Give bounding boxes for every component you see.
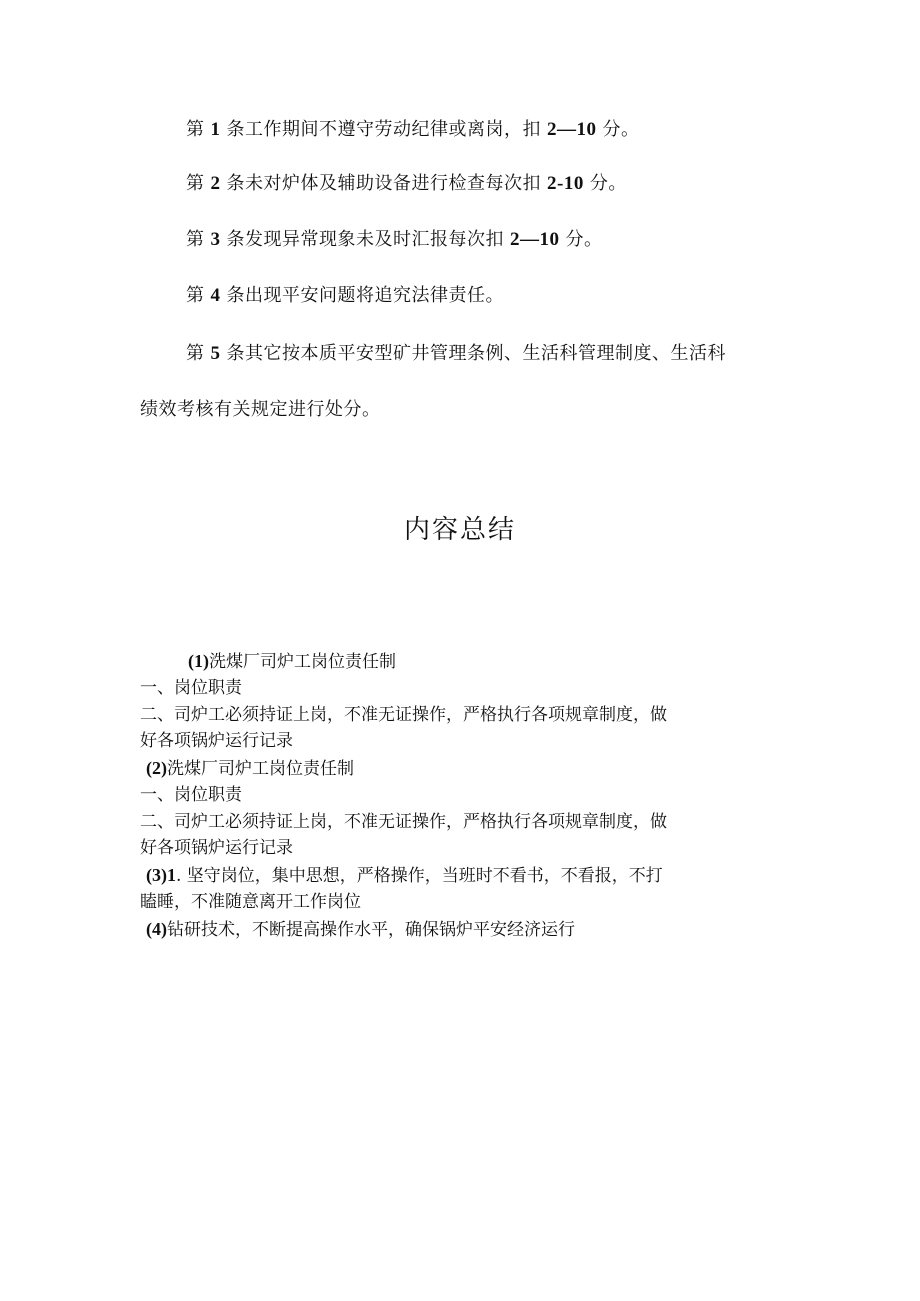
article-points: 2—10 bbox=[510, 229, 560, 250]
article-5-continuation: 绩效考核有关规定进行处分。 bbox=[140, 399, 381, 420]
article-text: 条其它按本质平安型矿井管理条例、生活科管理制度、生活科 bbox=[226, 343, 726, 364]
article-prefix: 第 bbox=[186, 119, 205, 140]
summary-line: 瞌睡，不准随意离开工作岗位 bbox=[140, 892, 361, 912]
article-text-end: 分。 bbox=[602, 119, 640, 140]
article-prefix: 第 bbox=[186, 173, 205, 194]
summary-line: 二、司炉工必须持证上岗，不准无证操作，严格执行各项规章制度，做 bbox=[140, 812, 667, 832]
summary-line: 一、岗位职责 bbox=[140, 678, 242, 698]
summary-item-4 bbox=[146, 918, 575, 941]
summary-item-3 bbox=[146, 864, 663, 887]
article-text: 条发现异常现象未及时汇报每次扣 bbox=[226, 229, 504, 250]
summary-item-number: (2) bbox=[146, 758, 167, 778]
summary-line: 二、司炉工必须持证上岗，不准无证操作，严格执行各项规章制度，做 bbox=[140, 705, 667, 725]
article-number: 3 bbox=[210, 229, 221, 250]
summary-line: 好各项锅炉运行记录 bbox=[140, 731, 293, 751]
summary-item-number: (4) bbox=[146, 919, 167, 939]
summary-line: 一、岗位职责 bbox=[140, 785, 242, 805]
article-number: 5 bbox=[210, 343, 221, 364]
article-points: 2—10 bbox=[547, 119, 597, 140]
summary-item-2-title bbox=[146, 757, 354, 780]
article-1 bbox=[186, 118, 640, 142]
article-text: 条未对炉体及辅助设备进行检查每次扣 bbox=[226, 173, 541, 194]
summary-item-text: . 坚守岗位，集中思想，严格操作，当班时不看书，不看报，不打 bbox=[176, 866, 663, 886]
article-4 bbox=[186, 284, 504, 308]
summary-item-number: (1) bbox=[188, 651, 209, 671]
summary-heading: 内容总结 bbox=[403, 515, 516, 545]
article-number: 4 bbox=[210, 285, 221, 306]
article-text: 条出现平安问题将追究法律责任。 bbox=[226, 285, 504, 306]
summary-item-1-title bbox=[188, 650, 396, 673]
article-points: 2-10 bbox=[547, 173, 584, 194]
summary-item-title: 洗煤厂司炉工岗位责任制 bbox=[167, 759, 354, 779]
article-2 bbox=[186, 172, 627, 196]
summary-item-title: 洗煤厂司炉工岗位责任制 bbox=[209, 652, 396, 672]
article-prefix: 第 bbox=[186, 343, 205, 364]
article-text-end: 分。 bbox=[565, 229, 603, 250]
article-text: 条工作期间不遵守劳动纪律或离岗，扣 bbox=[226, 119, 541, 140]
summary-line: 好各项锅炉运行记录 bbox=[140, 838, 293, 858]
article-5 bbox=[186, 342, 726, 366]
article-prefix: 第 bbox=[186, 285, 205, 306]
article-3 bbox=[186, 228, 603, 252]
article-number: 1 bbox=[210, 119, 221, 140]
summary-item-text: 钻研技术，不断提高操作水平，确保锅炉平安经济运行 bbox=[167, 920, 575, 940]
article-number: 2 bbox=[210, 173, 221, 194]
summary-item-number: (3)1 bbox=[146, 865, 176, 885]
article-prefix: 第 bbox=[186, 229, 205, 250]
article-text-end: 分。 bbox=[589, 173, 627, 194]
